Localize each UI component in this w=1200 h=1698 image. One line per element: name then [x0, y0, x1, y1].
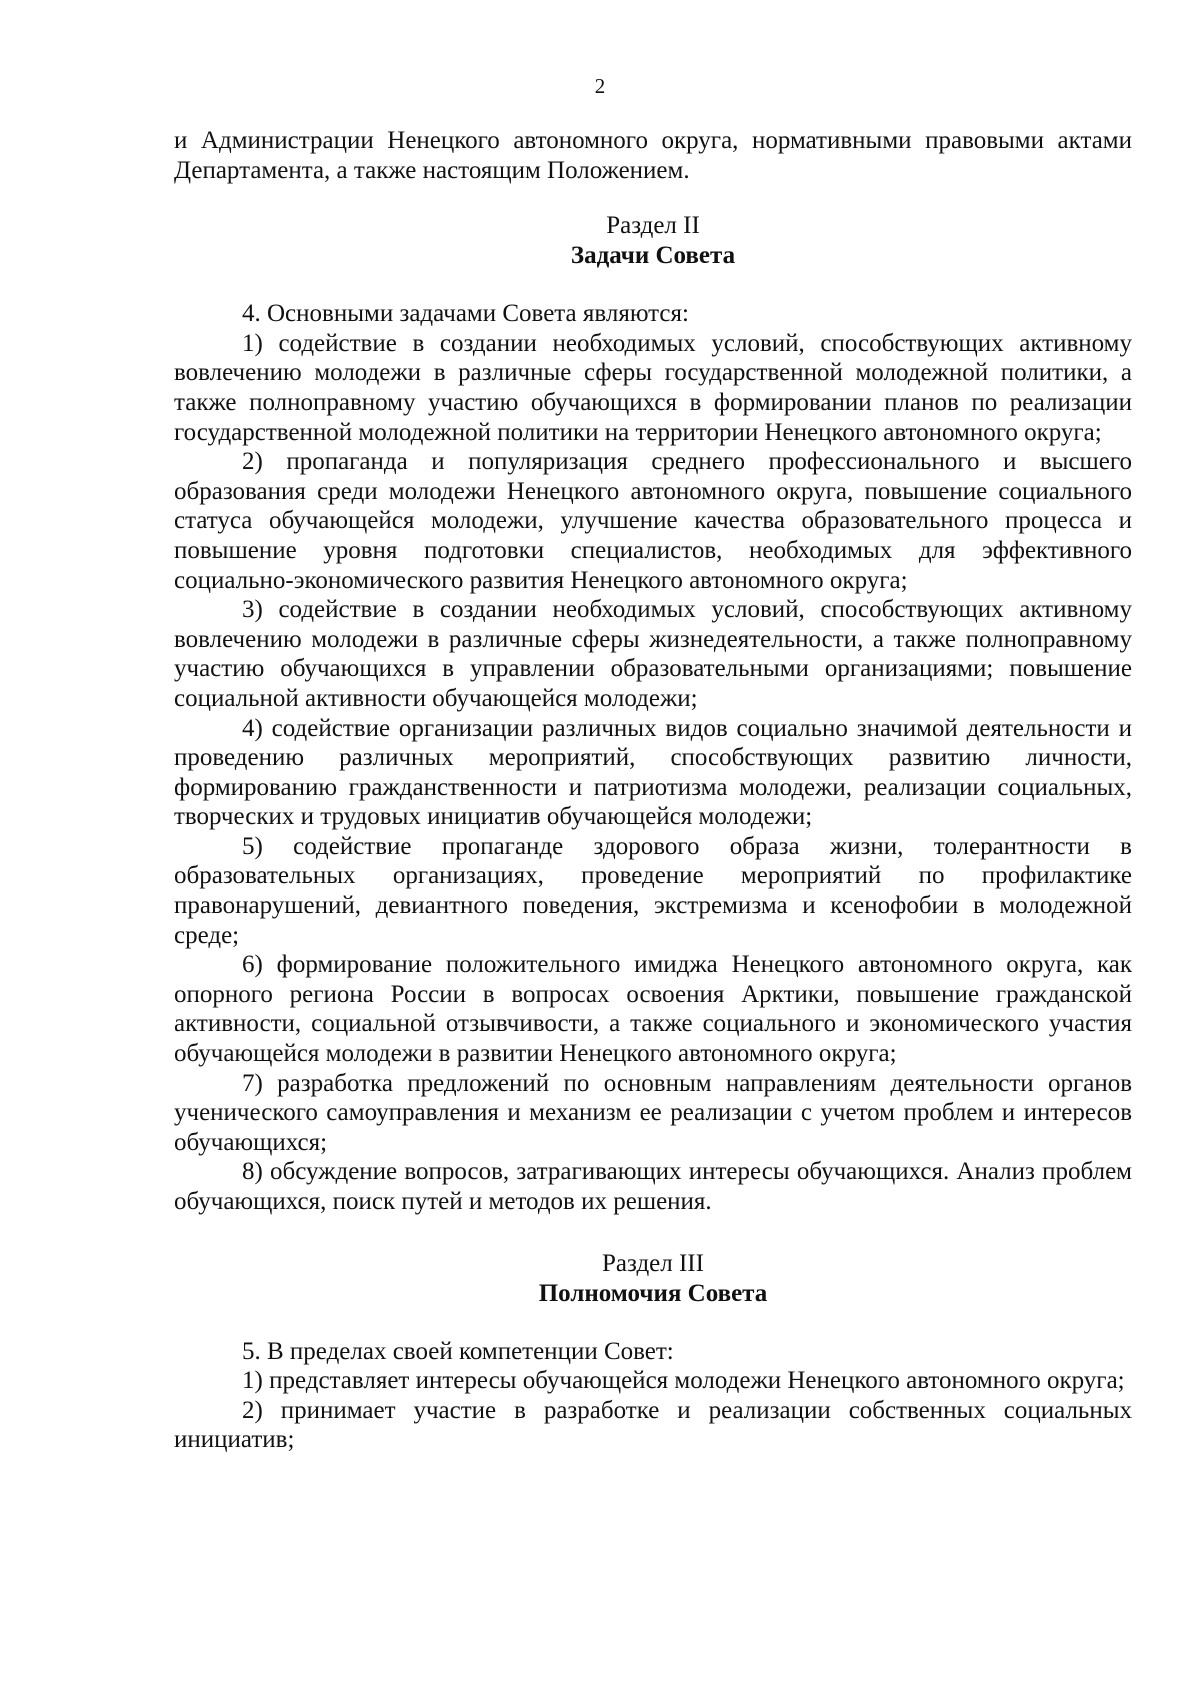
task-item-6: 6) формирование положительного имиджа Ненецкого автономного округа, как опорного региона России в вопросах освоения Арктики, повышение гражданской активности, социальной отзывчивости, а также социального и экономического участия обучающейся молодежи в развитии Ненецкого автономного округа;	[174, 951, 1132, 1068]
task-item-1: 1) содействие в создании необходимых условий, способствующих активному вовлечению молодежи в различные сферы государственной молодежной политики, а также полноправному участию обучающихся в формировании планов по реализации государственной молодежной политики на территории Ненецкого автономного округа;	[174, 329, 1132, 446]
section-2-number: Раздел II	[606, 212, 700, 240]
page-number: 2	[594, 74, 606, 98]
section-3-lead: 5. В пределах своей компетенции Совет:	[242, 1337, 674, 1365]
task-item-7: 7) разработка предложений по основным направлениям деятельности органов ученического самоуправления и механизм ее реализации с учетом проблем и интересов обучающихся;	[174, 1069, 1132, 1156]
intro-paragraph: и Администрации Ненецкого автономного округа, нормативными правовыми актами Департамента, а также настоящим Положением.	[174, 127, 1132, 184]
task-item-8: 8) обсуждение вопросов, затрагивающих интересы обучающихся. Анализ проблем обучающихся, поиск путей и методов их решения.	[174, 1158, 1132, 1215]
task-item-5: 5) содействие пропаганде здорового образа жизни, толерантности в образовательных организациях, проведение мероприятий по профилактике правонарушений, девиантного поведения, экстремизма и ксенофобии в молодежной среде;	[174, 832, 1132, 949]
task-item-3: 3) содействие в создании необходимых условий, способствующих активному вовлечению молодежи в различные сферы жизнедеятельности, а также полноправному участию обучающихся в управлении образовательными организациями; повышение социальной активности обучающейся молодежи;	[174, 596, 1132, 712]
power-item-1: 1) представляет интересы обучающейся молодежи Ненецкого автономного округа;	[242, 1367, 1125, 1395]
section-2-lead: 4. Основными задачами Совета являются:	[242, 300, 689, 328]
section-3-number: Раздел III	[602, 1249, 704, 1277]
task-item-4: 4) содействие организации различных видов социально значимой деятельности и проведению различных мероприятий, способствующих развитию личности, формированию гражданственности и патриотизма молодежи, реализации социальных, творческих и трудовых инициатив обучающейся молодежи;	[174, 714, 1132, 831]
document-body	[174, 126, 1132, 1455]
task-item-2: 2) пропаганда и популяризация среднего профессионального и высшего образования среди молодежи Ненецкого автономного округа, повышение социального статуса обучающейся молодежи, улучшение качества образовательного процесса и повышение уровня подготовки специалистов, необходимых для эффективного социально-экономического развития Ненецкого автономного округа;	[174, 448, 1132, 594]
section-2-title: Задачи Совета	[570, 242, 736, 270]
section-3-title: Полномочия Совета	[538, 1279, 768, 1307]
power-item-2: 2) принимает участие в разработке и реализации собственных социальных инициатив;	[174, 1396, 1132, 1454]
